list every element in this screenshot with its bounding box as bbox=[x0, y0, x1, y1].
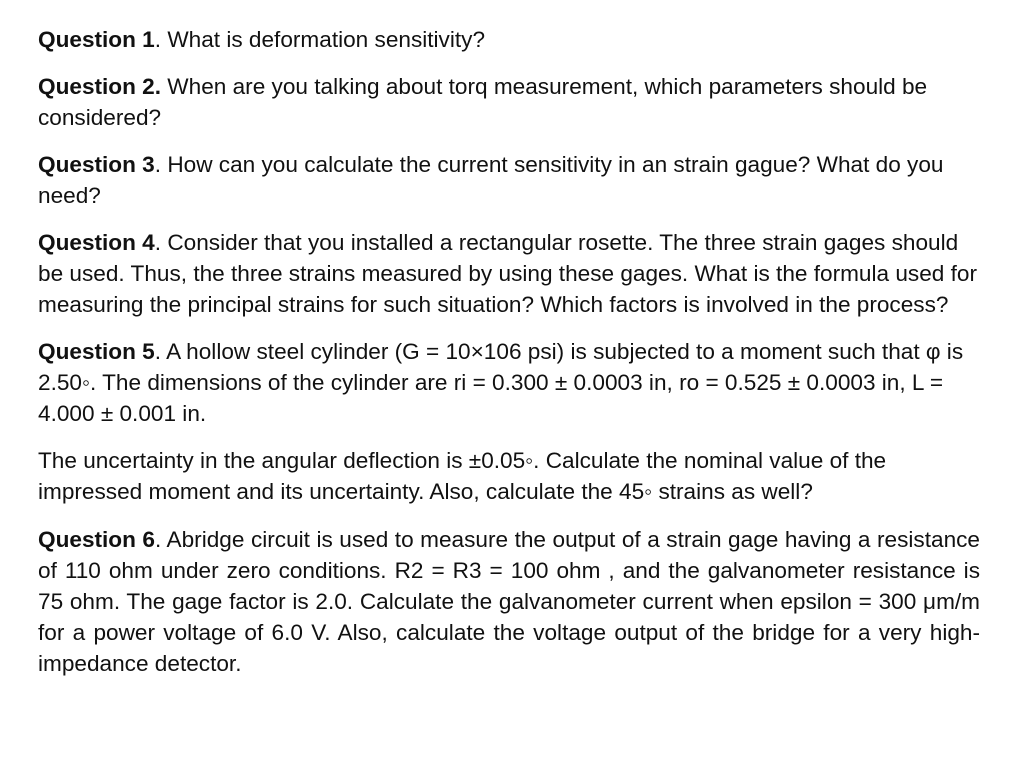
question-6-label: Question 6 bbox=[38, 527, 155, 552]
question-1-separator: . bbox=[154, 27, 162, 52]
question-5-text: A hollow steel cylinder (G = 10×106 psi) is subjected to a moment such that φ is 2.50◦. The dimensions of the cylinder are ri = 0.300 ± 0.0003 in, ro = 0.525 ± 0.0003 in, L = 4.000 ± 0.001 in. bbox=[38, 339, 964, 426]
question-1 bbox=[38, 24, 980, 55]
question-5-separator: . bbox=[154, 339, 162, 364]
question-4-label: Question 4 bbox=[38, 230, 155, 255]
question-3-text: How can you calculate the current sensitivity in an strain gague? What do you need? bbox=[38, 152, 944, 208]
question-3-separator: . bbox=[154, 152, 162, 177]
question-1-label: Question 1 bbox=[38, 27, 155, 52]
question-3 bbox=[38, 149, 980, 211]
question-5-continuation bbox=[38, 445, 980, 507]
question-4 bbox=[38, 227, 980, 320]
question-2-text: When are you talking about torq measurement, which parameters should be considered? bbox=[38, 74, 928, 130]
question-5 bbox=[38, 336, 980, 429]
question-1-text: What is deformation sensitivity? bbox=[161, 27, 486, 52]
question-6 bbox=[38, 524, 980, 679]
question-4-separator: . bbox=[154, 230, 162, 255]
question-2 bbox=[38, 71, 980, 133]
question-2-label: Question 2. bbox=[38, 74, 162, 99]
question-5-label: Question 5 bbox=[38, 339, 155, 364]
question-3-label: Question 3 bbox=[38, 152, 155, 177]
question-6-separator: . bbox=[155, 527, 162, 552]
question-5-continuation-text: The uncertainty in the angular deflection is ±0.05◦. Calculate the nominal value of the impressed moment and its uncertainty. Also, calculate the 45◦ strains as well? bbox=[38, 448, 887, 504]
question-4-text: Consider that you installed a rectangular rosette. The three strain gages should be used. Thus, the three strains measured by using these gages. What is the formula used for measuring the principal strains for such situation? Which factors is involved in the process? bbox=[38, 230, 977, 317]
question-6-text: Abridge circuit is used to measure the output of a strain gage having a resistance of 110 ohm under zero conditions. R2 = R3 = 100 ohm , and the galvanometer resistance is 75 ohm. The gage factor is 2.0. Calculate the galvanometer current when epsilon = 300 μm/m for a power voltage of 6.0 V. Also, calculate the voltage output of the bridge for a very high-impedance detector. bbox=[38, 527, 980, 676]
